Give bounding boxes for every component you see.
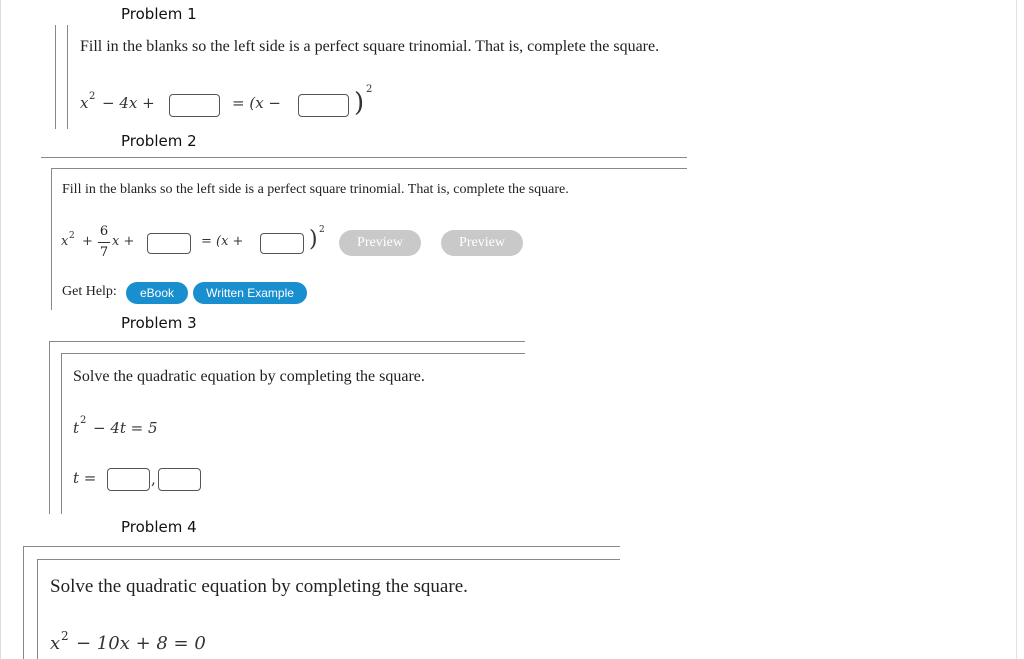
p2-lhs-plus: + — [82, 234, 93, 249]
problem-1-instruction: Fill in the blanks so the left side is a perfect square trinomial. That is, complete the square. — [80, 38, 660, 55]
p1-answer-input-2[interactable] — [298, 94, 349, 117]
p4-eq-rest: − 10x + 8 = 0 — [76, 633, 206, 654]
problem-2-border-top-outer — [41, 157, 687, 158]
p2-lhs-x: x — [61, 234, 69, 249]
written-example-button[interactable]: Written Example — [193, 282, 307, 304]
p3-answer-label: t = — [73, 469, 97, 487]
problem-3-border-left-outer — [49, 341, 50, 514]
ebook-button[interactable]: eBook — [126, 282, 188, 304]
problem-3-heading: Problem 3 — [121, 314, 197, 332]
p1-rhs-open: = (x − — [232, 94, 281, 112]
problem-3-instruction: Solve the quadratic equation by completing the square. — [73, 368, 425, 385]
p2-answer-input-1[interactable] — [147, 233, 191, 254]
p1-answer-input-1[interactable] — [169, 94, 220, 117]
p1-lhs-exp: 2 — [89, 91, 96, 102]
p2-rhs-close: ) — [309, 227, 318, 252]
p3-eq-rest: − 4t = 5 — [93, 419, 158, 437]
problem-1-border-inner — [67, 25, 68, 129]
problem-3-border-top-outer — [49, 341, 525, 342]
p4-eq-var: x — [50, 633, 61, 654]
p3-separator: , — [151, 470, 156, 488]
p1-lhs-x: x — [80, 94, 89, 112]
p1-rhs-close: ) — [354, 88, 365, 118]
p2-frac-den: 7 — [99, 245, 109, 260]
problem-4-heading: Problem 4 — [121, 518, 197, 536]
p1-lhs-rest: − 4x + — [102, 94, 155, 112]
p2-rhs-open: = (x + — [201, 234, 244, 249]
problem-2-border-left — [51, 168, 52, 310]
problem-4-border-left-outer — [23, 546, 24, 659]
p2-answer-input-2[interactable] — [260, 233, 304, 254]
p2-frac-num: 6 — [99, 224, 109, 239]
p3-eq-exp: 2 — [80, 415, 87, 426]
scrollbar-track[interactable] — [1016, 0, 1017, 659]
p2-preview-button-1[interactable]: Preview — [339, 230, 421, 256]
problem-3-border-top-inner — [61, 353, 525, 354]
p3-answer-input-2[interactable] — [158, 468, 201, 491]
p2-frac-bar — [98, 242, 110, 243]
p2-rhs-exp: 2 — [319, 225, 325, 235]
problem-4-instruction: Solve the quadratic equation by completing the square. — [50, 576, 468, 597]
problem-2-heading: Problem 2 — [121, 132, 197, 150]
problem-1-heading: Problem 1 — [121, 5, 197, 23]
p3-eq-var: t — [73, 419, 80, 437]
p2-lhs-exp: 2 — [69, 231, 75, 241]
problem-2-border-top-inner — [51, 168, 687, 169]
problem-4-border-top-inner — [37, 559, 620, 560]
p2-preview-button-2[interactable]: Preview — [441, 230, 523, 256]
p2-lhs-rest: x + — [112, 234, 135, 249]
problem-3-border-left-inner — [61, 353, 62, 514]
p3-answer-input-1[interactable] — [107, 468, 150, 491]
p4-eq-exp: 2 — [61, 629, 69, 643]
p1-rhs-exp: 2 — [366, 84, 373, 95]
problem-1-border-outer — [55, 25, 56, 129]
get-help-label: Get Help: — [62, 284, 117, 299]
problem-2-instruction: Fill in the blanks so the left side is a perfect square trinomial. That is, complete the square. — [62, 182, 569, 197]
problem-4-border-left-inner — [37, 559, 38, 659]
problem-4-border-top-outer — [23, 546, 620, 547]
page-left-border — [0, 0, 1, 659]
